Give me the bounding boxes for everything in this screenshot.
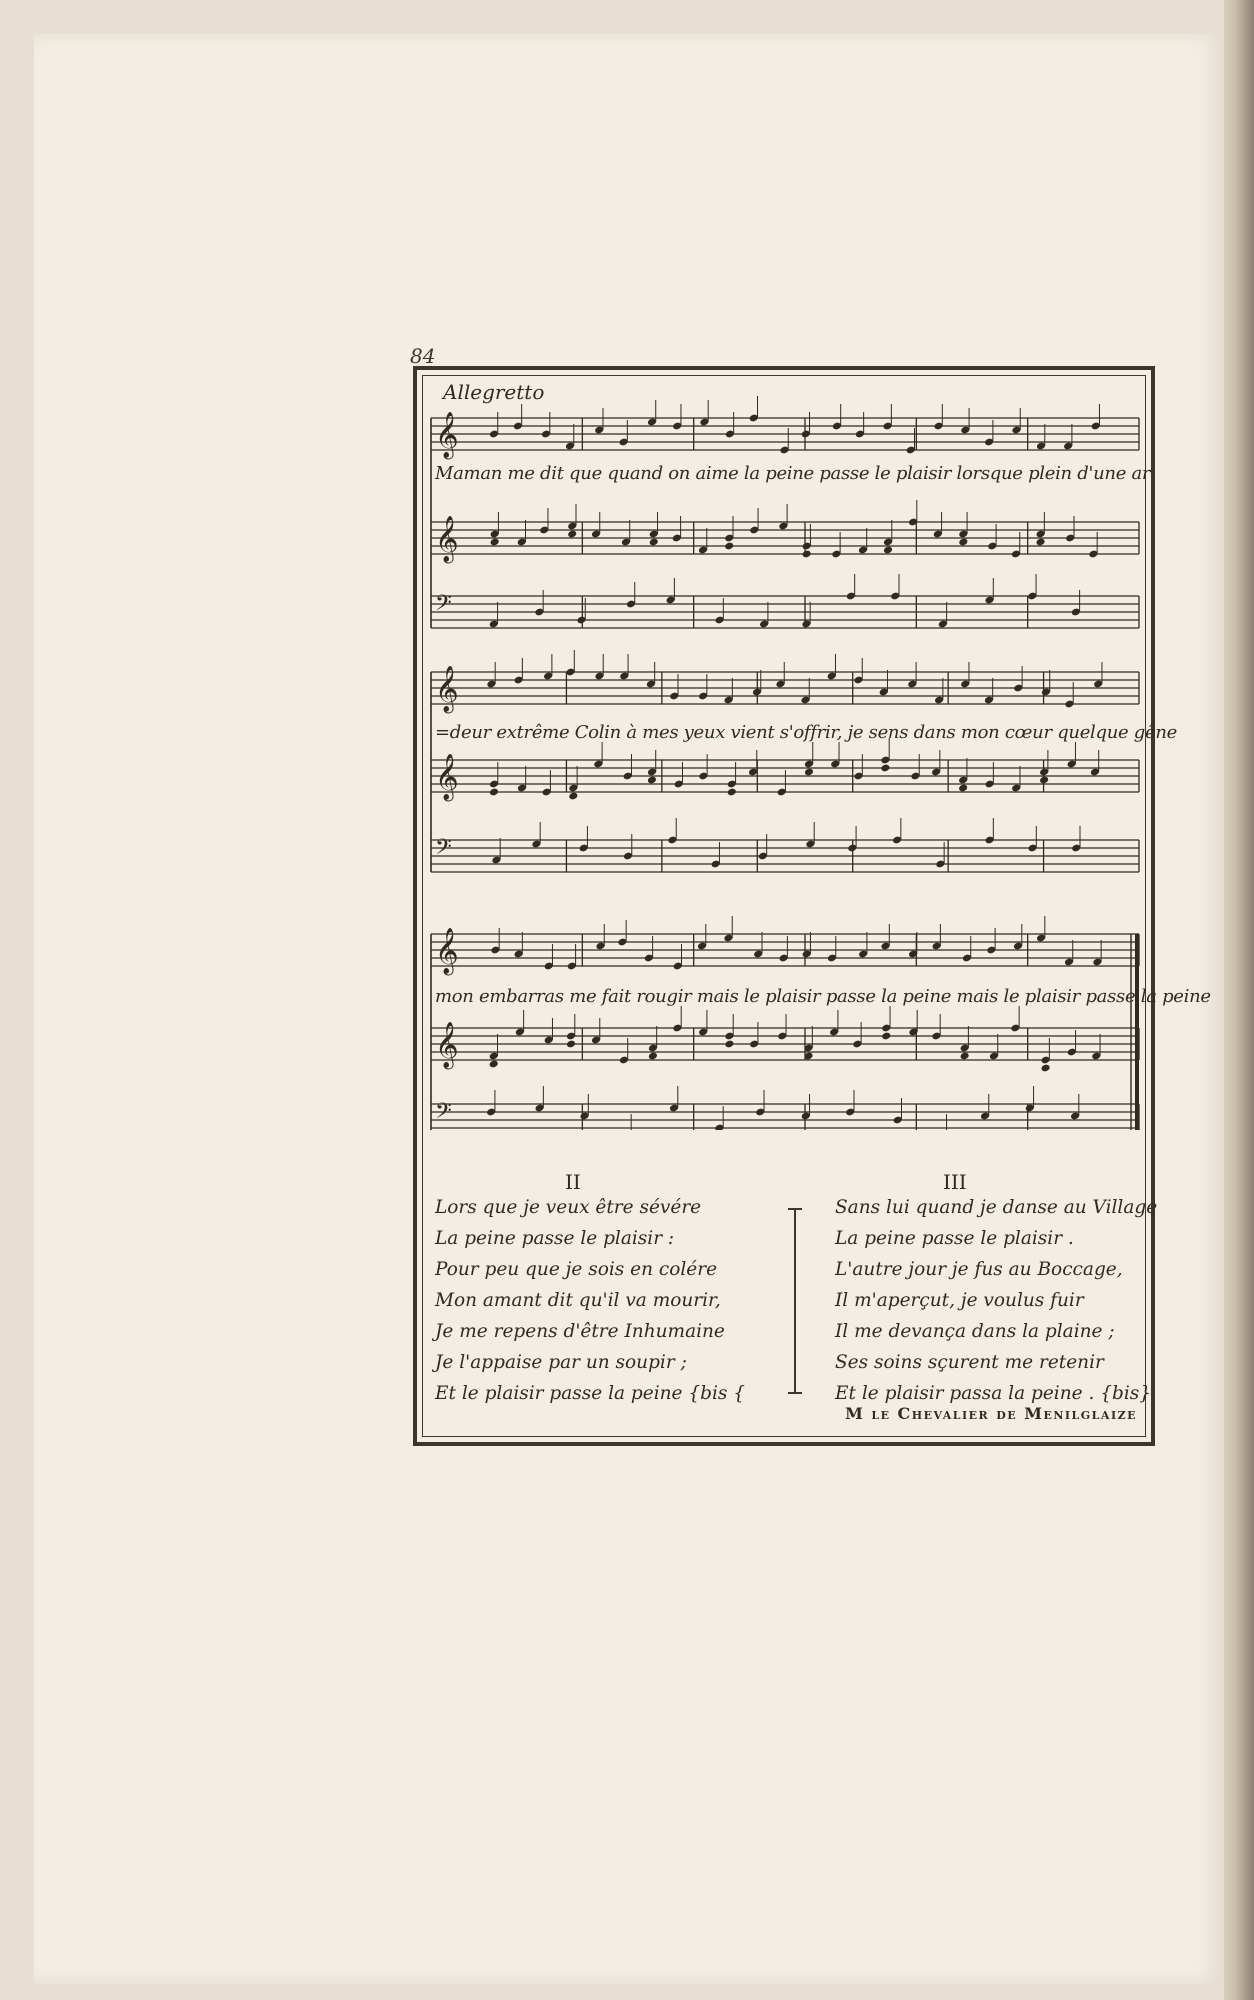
- bass-clef-icon: 𝄢: [435, 1099, 452, 1129]
- note-head: [567, 530, 577, 539]
- note-head: [649, 538, 659, 547]
- lyric-line-1: Maman me dit que quand on aime la peine passe le plaisir lorsque plein d'une ar: [435, 463, 1151, 484]
- bass-clef-icon: 𝄢: [435, 835, 452, 865]
- note-head: [960, 1052, 970, 1061]
- note-head: [724, 1040, 734, 1049]
- verse-2: [435, 1192, 745, 1409]
- treble-clef-icon: 𝄞: [435, 928, 459, 974]
- note-head: [489, 788, 499, 797]
- verse-3-line: Et le plaisir passa la peine . {bis}: [835, 1383, 1152, 1404]
- note-head: [804, 768, 814, 777]
- note-head: [647, 776, 657, 785]
- verse-3-line: L'autre jour je fus au Boccage,: [835, 1259, 1123, 1280]
- note-head: [490, 538, 500, 547]
- verse-2-line: Et le plaisir passe la peine {bis {: [435, 1383, 746, 1404]
- treble-clef-icon: 𝄞: [435, 516, 459, 562]
- verse-3: [835, 1192, 1157, 1409]
- tempo-marking: Allegretto: [443, 380, 545, 404]
- lyric-line-2: =deur extrême Colin à mes yeux vient s'offrir, je sens dans mon cœur quelque gêne: [435, 722, 1178, 743]
- verse-2-line: La peine passe le plaisir :: [435, 1228, 675, 1249]
- verse-2-number: II: [565, 1170, 581, 1194]
- verse-3-line: Ses soins sçurent me retenir: [835, 1352, 1104, 1373]
- treble-clef-icon: 𝄞: [435, 412, 459, 458]
- page-number: 84: [410, 344, 436, 368]
- score-frame: [413, 366, 1211, 1446]
- note-head: [648, 1052, 658, 1061]
- page-edge: [1224, 0, 1254, 2000]
- note-head: [727, 788, 737, 797]
- score-staves: [417, 370, 1149, 1130]
- verse-3-number: III: [943, 1170, 967, 1194]
- music-score: [417, 370, 1211, 1130]
- note-head: [958, 538, 968, 547]
- note-head: [724, 542, 734, 551]
- bass-clef-icon: 𝄢: [435, 591, 452, 621]
- verse-divider: [794, 1208, 796, 1394]
- note-head: [802, 550, 812, 559]
- lyric-line-3: mon embarras me fait rougir mais le plaisir passe la peine mais le plaisir passe la peine: [435, 986, 1211, 1007]
- treble-clef-icon: 𝄞: [435, 666, 459, 712]
- treble-clef-icon: 𝄞: [435, 1022, 459, 1068]
- note-head: [1036, 538, 1046, 547]
- verse-3-line: La peine passe le plaisir .: [835, 1228, 1074, 1249]
- verse-3-line: Il me devança dans la plaine ;: [835, 1321, 1115, 1342]
- note-head: [881, 1032, 891, 1041]
- note-head: [489, 1060, 499, 1069]
- note-head: [1041, 1064, 1051, 1073]
- verse-2-line: Je l'appaise par un soupir ;: [435, 1352, 687, 1373]
- verse-2-line: Je me repens d'être Inhumaine: [435, 1321, 725, 1342]
- note-head: [880, 764, 890, 773]
- verse-2-line: Mon amant dit qu'il va mourir,: [435, 1290, 721, 1311]
- note-head: [958, 784, 968, 793]
- note-head: [566, 1040, 576, 1049]
- note-head: [568, 792, 578, 801]
- verse-2-line: Lors que je veux être sévére: [435, 1197, 702, 1218]
- note-head: [1039, 776, 1049, 785]
- verse-2-line: Pour peu que je sois en colére: [435, 1259, 718, 1280]
- verse-3-line: Il m'aperçut, je voulus fuir: [835, 1290, 1084, 1311]
- note-head: [883, 546, 893, 555]
- verse-3-line: Sans lui quand je danse au Village: [835, 1197, 1158, 1218]
- composer-attribution: M le Chevalier de Menilglaize: [845, 1404, 1137, 1423]
- treble-clef-icon: 𝄞: [435, 754, 459, 800]
